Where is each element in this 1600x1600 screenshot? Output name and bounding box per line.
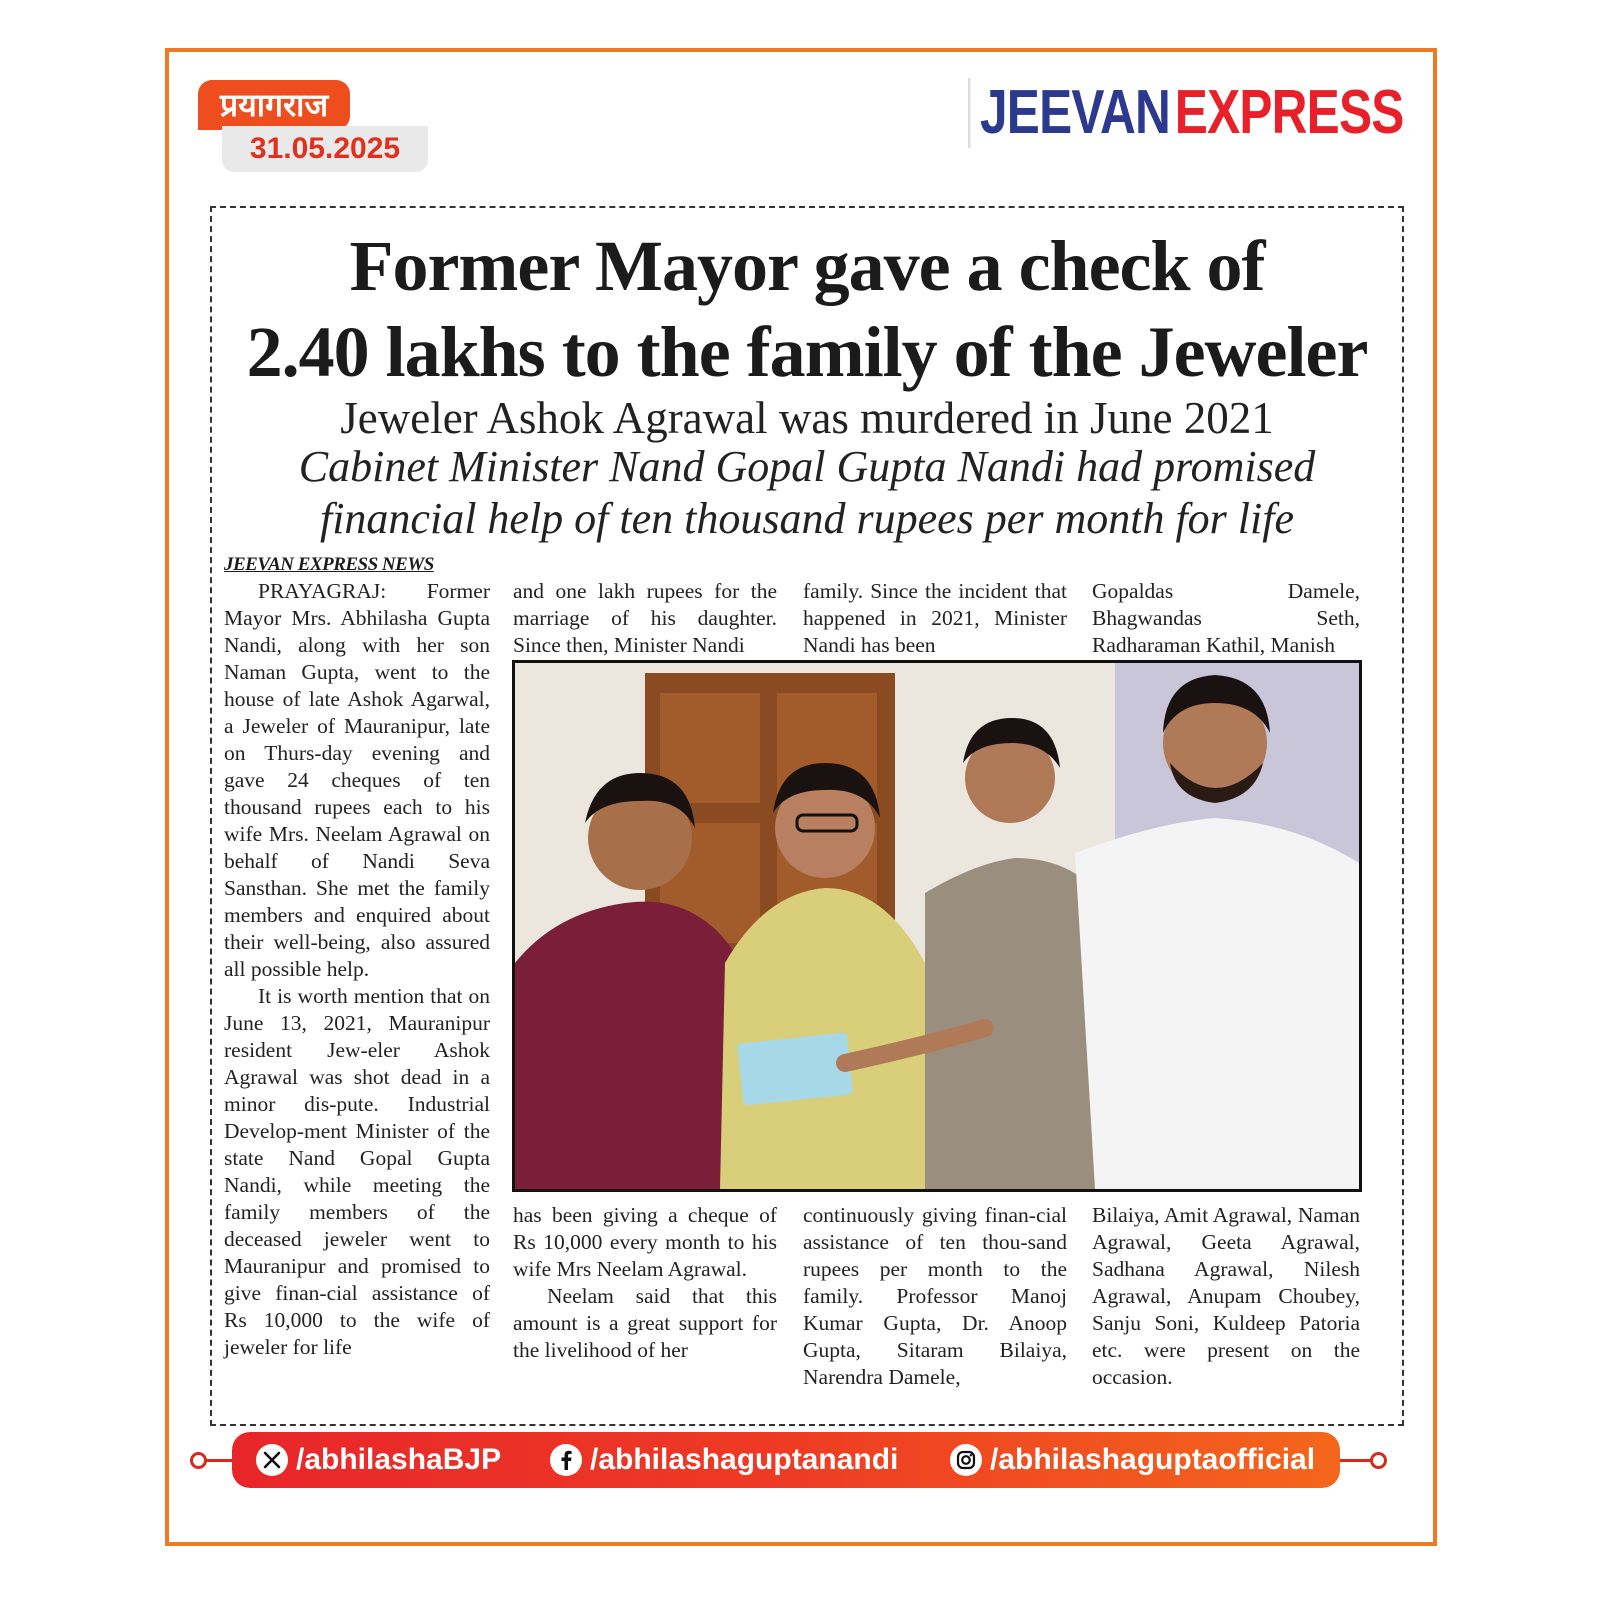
article-paragraph: has been giving a cheque of Rs 10,000 every month to his wife Mrs Neelam Agrawal. <box>513 1203 777 1281</box>
article-column-2-top <box>513 578 777 659</box>
social-dot-right <box>1370 1452 1387 1469</box>
social-handle: /abhilashaguptaofficial <box>990 1443 1316 1476</box>
article-column-4-top <box>1092 578 1360 659</box>
city-tag: प्रयागराज <box>198 80 350 130</box>
subheadline-italic-line1: Cabinet Minister Nand Gopal Gupta Nandi had promised <box>298 442 1316 491</box>
social-connector-right <box>1338 1459 1374 1462</box>
social-handle: /abhilashaBJP <box>296 1443 502 1476</box>
article-column-3-top <box>803 578 1067 659</box>
byline: JEEVAN EXPRESS NEWS <box>224 554 434 575</box>
news-clipping <box>210 206 1404 1426</box>
article-column-2-bottom <box>513 1202 777 1364</box>
date-tag: 31.05.2025 <box>222 126 428 172</box>
social-link-x[interactable] <box>256 1432 501 1488</box>
instagram-icon <box>950 1444 982 1476</box>
photo-illustration <box>515 663 1359 1189</box>
article-paragraph: It is worth mention that on June 13, 2021, Mauranipur resident Jew-eler Ashok Agrawal was shot dead in a minor dis-pute. Industrial Develop-ment Minister of the state Nand Gopal Gupta Nandi, while meeting the family members of the deceased jeweler went to Mauranipur and promised to give finan-cial assistance of Rs 10,000 to the wife of jeweler for life <box>224 984 490 1359</box>
masthead-part1: JEEVAN <box>980 78 1170 147</box>
x-icon <box>256 1444 288 1476</box>
headline-line1: Former Mayor gave a check of <box>349 226 1265 306</box>
newspaper-masthead <box>968 78 1404 148</box>
social-link-facebook[interactable] <box>550 1432 898 1488</box>
article-paragraph: Neelam said that this amount is a great support for the livelihood of her <box>513 1284 777 1362</box>
headline-line2: 2.40 lakhs to the family of the Jeweler <box>246 312 1368 392</box>
facebook-icon <box>550 1444 582 1476</box>
masthead-part2: EXPRESS <box>1174 78 1404 147</box>
article-column-3-bottom <box>803 1202 1067 1391</box>
article-paragraph: continuously giving finan-cial assistance of ten thou-sand rupees per month to the family. Professor Manoj Kumar Gupta, Dr. Anoop Gupta, Sitaram Bilaiya, Narendra Damele, <box>803 1203 1067 1389</box>
article-column-4-bottom <box>1092 1202 1360 1391</box>
article-column-1 <box>224 578 490 1396</box>
article-paragraph: and one lakh rupees for the marriage of his daughter. Since then, Minister Nandi <box>513 579 777 657</box>
article-paragraph: family. Since the incident that happened in 2021, Minister Nandi has been <box>803 579 1067 657</box>
social-links-bar <box>232 1432 1340 1488</box>
social-handle: /abhilashaguptanandi <box>590 1443 899 1476</box>
article-paragraph: PRAYAGRAJ: Former Mayor Mrs. Abhilasha Gupta Nandi, along with her son Naman Gupta, went to the house of late Ashok Agarwal, a Jeweler of Mauranipur, late on Thurs-day evening and gave 24 cheques of ten thousand rupees each to his wife Mrs. Neelam Agrawal on behalf of Nandi Seva Sansthan. She met the family members and enquired about their well-being, also assured all possible help. <box>224 579 490 981</box>
subheadline-italic-line2: financial help of ten thousand rupees per month for life <box>319 494 1294 543</box>
article-paragraph: Bilaiya, Amit Agrawal, Naman Agrawal, Geeta Agrawal, Sadhana Agrawal, Nilesh Agrawal, Anupam Choubey, Sanju Soni, Kuldeep Patoria etc. were present on the occasion. <box>1092 1203 1360 1389</box>
social-dot-left <box>190 1452 207 1469</box>
article-photo <box>512 660 1362 1192</box>
article-paragraph: Gopaldas Damele, Bhagwandas Seth, Radharaman Kathil, Manish <box>1092 579 1360 657</box>
subheadline: Jeweler Ashok Agrawal was murdered in June 2021 <box>340 393 1274 443</box>
social-link-instagram[interactable] <box>950 1432 1315 1488</box>
